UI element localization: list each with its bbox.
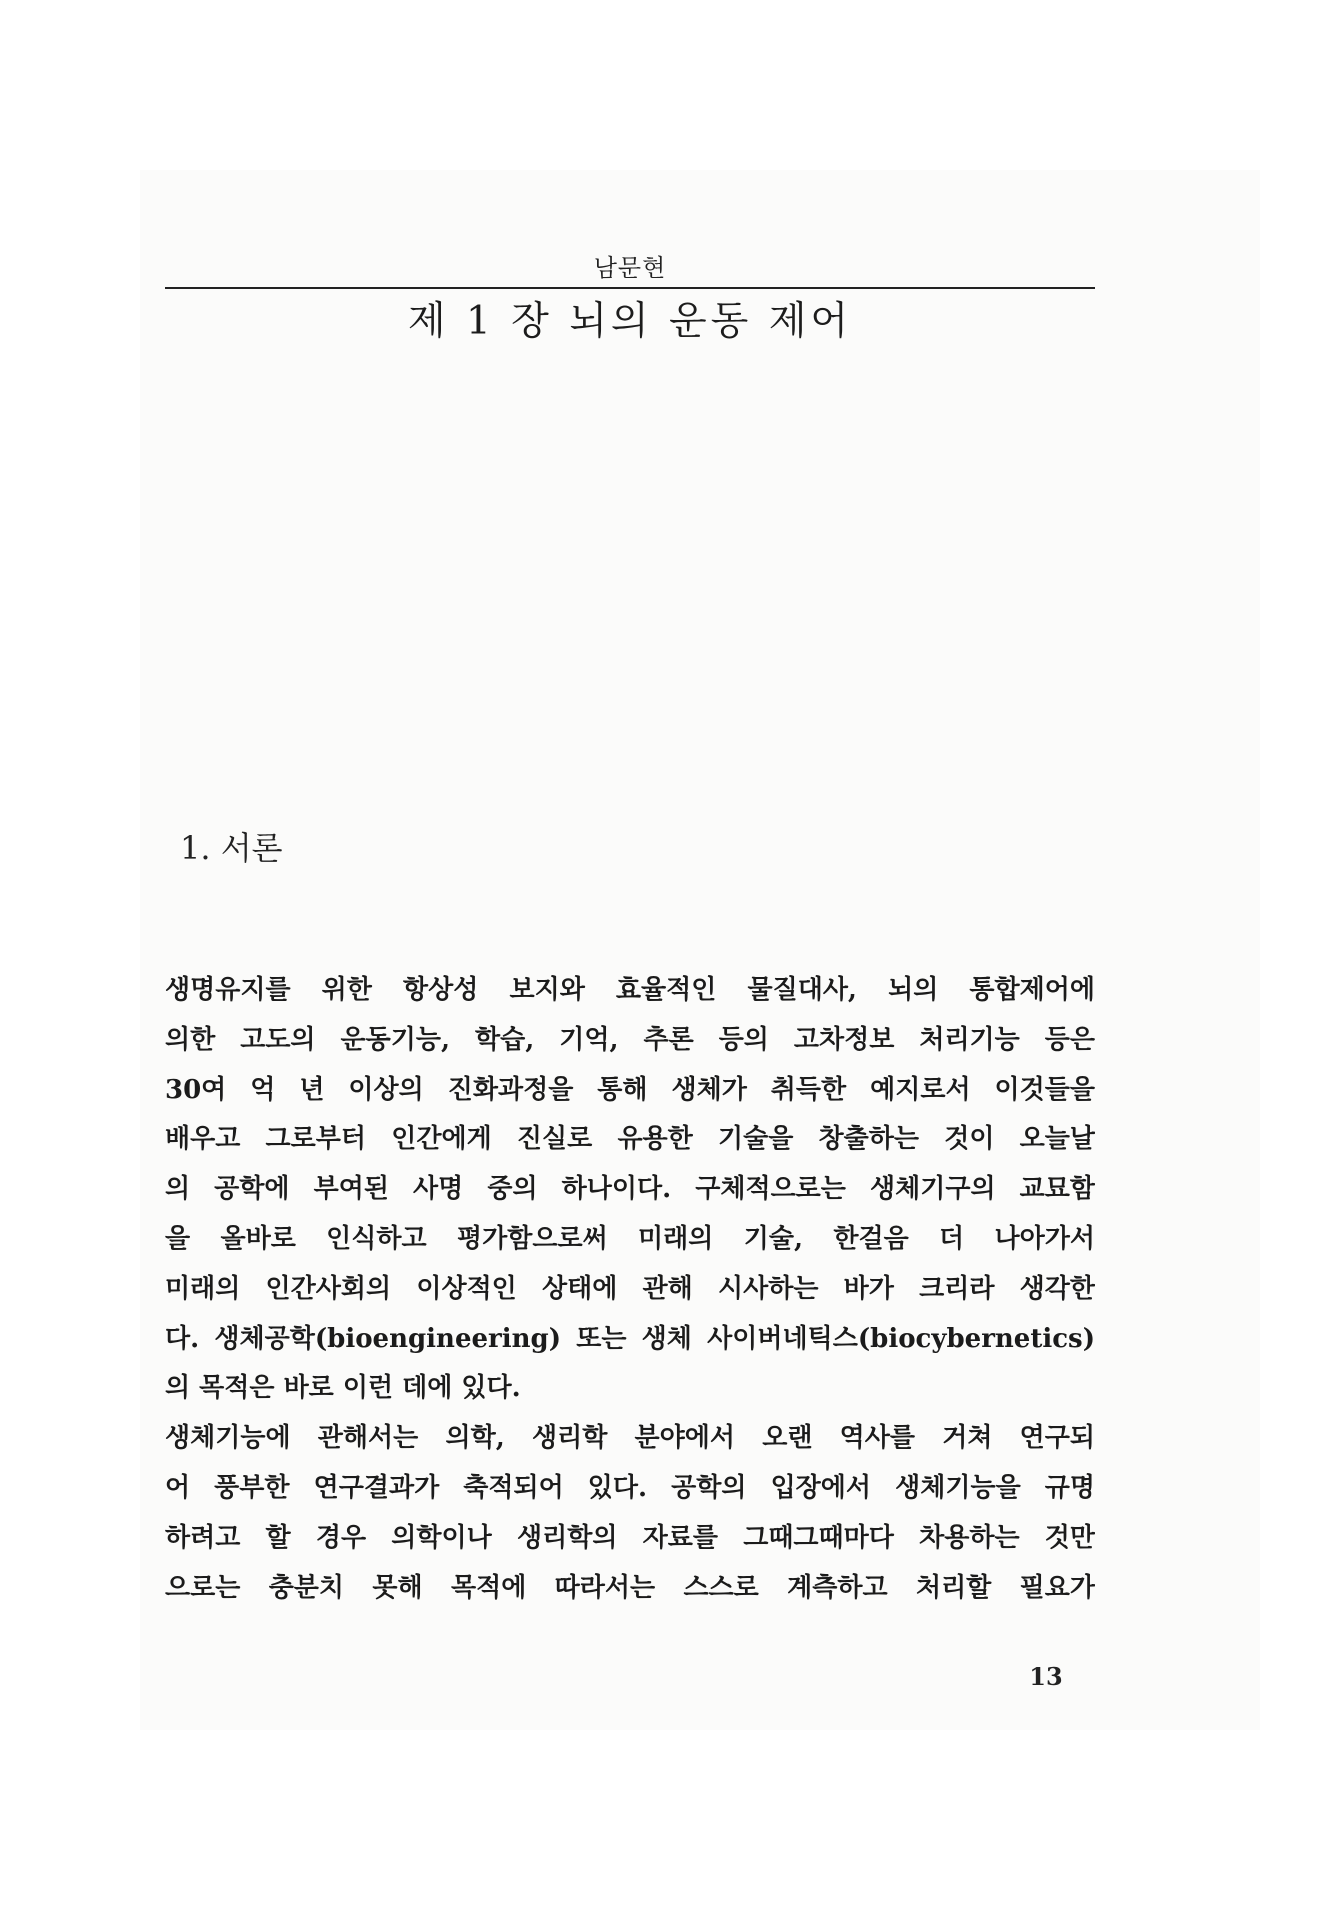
body-line: 30여 억 년 이상의 진화과정을 통해 생체가 취득한 예지로서 이것들을: [165, 1074, 1095, 1105]
body-line: 다. 생체공학(bioengineering) 또는 생체 사이버네틱스(biocybernetics): [165, 1323, 1095, 1354]
body-line: 미래의 인간사회의 이상적인 상태에 관해 시사하는 바가 크리라 생각한: [165, 1273, 1095, 1304]
section-heading: 1. 서론: [180, 829, 283, 867]
running-header-author: 남문현: [593, 254, 667, 282]
body-line: 배우고 그로부터 인간에게 진실로 유용한 기술을 창출하는 것이 오늘날: [165, 1124, 1095, 1155]
body-line: 의 목적은 바로 이런 데에 있다.: [165, 1373, 521, 1404]
body-line: 생명유지를 위한 항상성 보지와 효율적인 물질대사, 뇌의 통합제어에: [165, 975, 1095, 1005]
body-line: 으로는 충분치 못해 목적에 따라서는 스스로 계측하고 처리할 필요가: [165, 1572, 1095, 1603]
body-line: 어 풍부한 연구결과가 축적되어 있다. 공학의 입장에서 생체기능을 규명: [165, 1472, 1095, 1503]
page-number: 13: [1029, 1662, 1063, 1691]
body-line: 하려고 할 경우 의학이나 생리학의 자료를 그때그때마다 차용하는 것만: [165, 1522, 1095, 1553]
body-text: [165, 966, 1095, 1613]
body-line: 의한 고도의 운동기능, 학습, 기억, 추론 등의 고차정보 처리기능 등은: [165, 1024, 1095, 1055]
header-rule: [165, 287, 1095, 289]
body-line: 을 올바로 인식하고 평가함으로써 미래의 기술, 한걸음 더 나아가서: [165, 1223, 1095, 1254]
body-line: 의 공학에 부여된 사명 중의 하나이다. 구체적으로는 생체기구의 교묘함: [165, 1174, 1095, 1205]
body-line: 생체기능에 관해서는 의학, 생리학 분야에서 오랜 역사를 거쳐 연구되: [165, 1423, 1095, 1454]
chapter-title: 제 1 장 뇌의 운동 제어: [407, 299, 853, 344]
